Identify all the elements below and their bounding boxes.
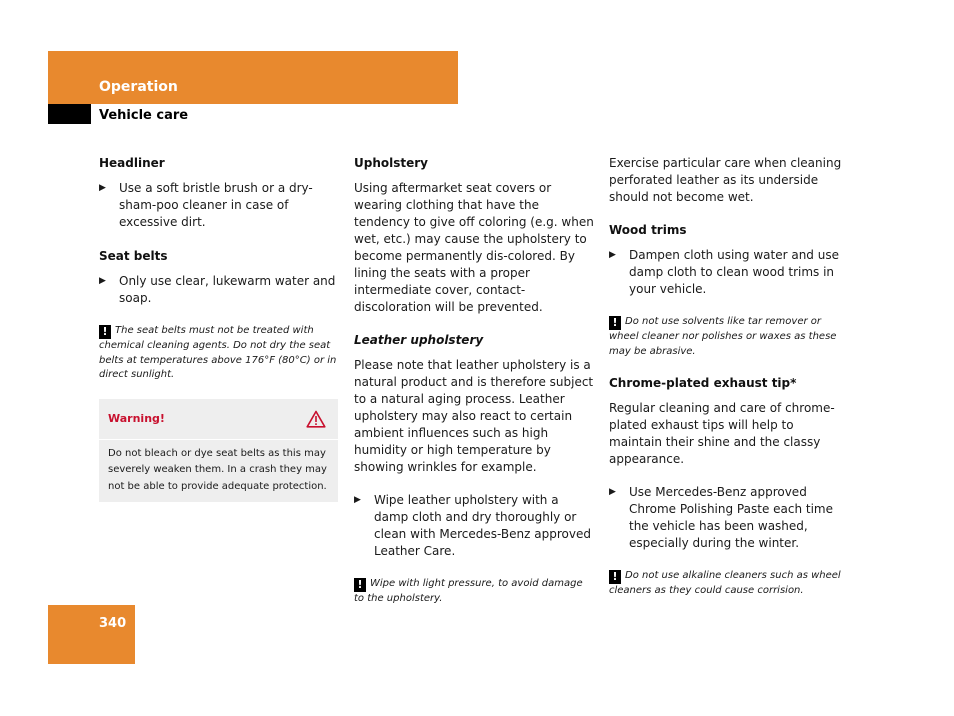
column-right xyxy=(609,155,849,615)
wood-trims-instruction-text: Dampen cloth using water and use damp cloth to clean wood trims in your vehicle. xyxy=(629,248,839,296)
bullet-arrow-icon: ▶ xyxy=(609,487,616,498)
column-left xyxy=(99,155,339,502)
bullet-arrow-icon: ▶ xyxy=(609,250,616,260)
bullet-arrow-icon: ▶ xyxy=(354,495,361,505)
wood-trims-instruction xyxy=(609,247,849,298)
exclamation-icon: ! xyxy=(609,570,621,584)
page-number-box xyxy=(48,605,135,664)
seatbelts-instruction xyxy=(99,273,339,307)
chrome-exhaust-heading: Chrome-plated exhaust tip* xyxy=(609,376,797,391)
leather-note-text: Wipe with light pressure, to avoid damage to the upholstery. xyxy=(354,578,583,604)
warning-box xyxy=(99,399,338,502)
warning-header xyxy=(99,399,338,440)
exclamation-icon: ! xyxy=(99,325,111,339)
upholstery-paragraph: Using aftermarket seat covers or wearing clothing that have the tendency to give off coloring (e.g. when wet, etc.) may cause the upholstery to become permanently dis-colored. By lining the seats with a proper intermediate cover, contact-discoloration will be prevented. xyxy=(354,181,594,314)
section-tab-marker xyxy=(48,104,91,124)
leather-heading: Leather upholstery xyxy=(354,333,484,347)
wood-trims-note xyxy=(609,315,849,359)
exclamation-icon: ! xyxy=(354,578,366,592)
chrome-exhaust-paragraph: Regular cleaning and care of chrome-plated exhaust tips will help to maintain their shine and the classy appearance. xyxy=(609,401,835,467)
warning-triangle-icon xyxy=(306,410,326,428)
headliner-instruction-text: Use a soft bristle brush or a dry-sham-poo cleaner in case of excessive dirt. xyxy=(119,181,313,229)
chrome-exhaust-instruction xyxy=(609,484,849,552)
bullet-arrow-icon: ▶ xyxy=(99,183,106,193)
perforated-leather-paragraph: Exercise particular care when cleaning perforated leather as its underside should not become wet. xyxy=(609,156,842,204)
leather-note xyxy=(354,577,594,607)
leather-paragraph: Please note that leather upholstery is a natural product and is therefore subject to a natural aging process. Leather upholstery may also react to certain ambient influences such as high humidity or high temperature by showing wrinkles for example. xyxy=(354,358,594,474)
seatbelts-instruction-text: Only use clear, lukewarm water and soap. xyxy=(119,274,336,305)
section-title: Operation xyxy=(99,79,178,95)
wood-trims-heading: Wood trims xyxy=(609,223,687,237)
headliner-heading: Headliner xyxy=(99,156,165,170)
seatbelts-note xyxy=(99,324,339,383)
header-band xyxy=(48,51,458,104)
warning-text: Do not bleach or dye seat belts as this may severely weaken them. In a crash they may not be able to provide adequate protection. xyxy=(108,447,327,493)
leather-instruction xyxy=(354,492,594,560)
seatbelts-note-text: The seat belts must not be treated with chemical cleaning agents. Do not dry the seat belts at temperatures above 176°F (80°C) or in direct sunlight. xyxy=(99,325,337,381)
exclamation-icon: ! xyxy=(609,316,621,330)
chrome-exhaust-note xyxy=(609,569,849,599)
page-number: 340 xyxy=(99,616,127,631)
chrome-exhaust-note-text: Do not use alkaline cleaners such as wheel cleaners as they could cause corrision. xyxy=(609,570,841,597)
warning-label: Warning! xyxy=(108,412,165,426)
upholstery-heading: Upholstery xyxy=(354,156,428,170)
leather-instruction-text: Wipe leather upholstery with a damp cloth and dry thoroughly or clean with Mercedes-Benz approved Leather Care. xyxy=(374,493,591,558)
column-middle xyxy=(354,155,594,623)
headliner-instruction xyxy=(99,180,339,231)
bullet-arrow-icon: ▶ xyxy=(99,276,106,286)
seatbelts-heading: Seat belts xyxy=(99,249,168,263)
subsection-title: Vehicle care xyxy=(99,108,189,123)
chrome-exhaust-instruction-text: Use Mercedes-Benz approved Chrome Polishing Paste each time the vehicle has been washed, especially during the winter. xyxy=(629,485,833,551)
wood-trims-note-text: Do not use solvents like tar remover or wheel cleaner nor polishes or waxes as these may be abrasive. xyxy=(609,316,837,357)
